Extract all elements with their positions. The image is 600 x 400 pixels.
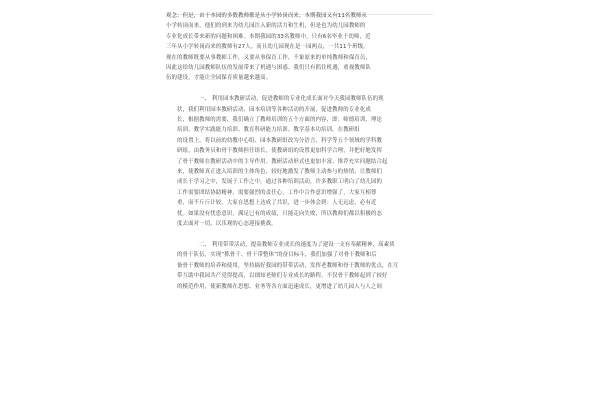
text-line: 一、 利用园本教研活动，促进教师的专业化成长面对今天我园教师队伍的现 (199, 96, 384, 103)
text-line: 因此这给幼儿园教师队伍的发展带来了机遇与困惑。我们只有抓住机遇，重视教师队 (166, 65, 372, 72)
text-line: 的设置上，将以前的幼教中心组、园本教研组改为分语言、科学等五个领域的学科教 (177, 137, 383, 144)
text-line: 三年从小学转岗而来的教师有27人。而且幼儿园现在是一园两点，一共11个班级， (166, 44, 369, 51)
text-line: 长，根据教师的需要，我们确立了教师培训的五个方面的内容，即：师德培训、理论 (177, 117, 383, 124)
text-line: 小学转岗而来，他们的到来为幼儿园注入新的活力和生机，但是也为幼儿园教师的 (166, 23, 366, 30)
text-line: 专业化成长带来新的问题和困难。本期我园的33名教师中，只有6名毕业于幼师，近 (166, 33, 371, 40)
text-line: 了骨干教师在教研活动中的主导作用。教研活动形式也更加丰富，推荐充实问题结合起 (177, 158, 388, 165)
text-line: 忧。如果没有忧患意识，满足已有的成绩，只能走向失败，所以教师们都以积极的态 (177, 210, 383, 217)
text-line: 度去面对一切，以乐观的心态迎接挑战。 (177, 221, 277, 228)
text-line: 的模范作用，使新教师在思想、业务等各方面迅速成长，更增进了幼儿园人与人之间 (177, 283, 383, 290)
paragraph-1 (166, 11, 434, 84)
text-line: 重，而不斤斤计较。大家在思想上达成了共识，进一步体会到：人无远虑，必有近 (177, 200, 377, 207)
text-line: 伍的建设，才能让全园保育质量越来越高。 (166, 75, 272, 82)
paragraph-3 (166, 240, 434, 292)
text-line: 成长于学习之中，发展于工作之中。通过各种培训活动，许多教职工明白了幼儿园的 (177, 179, 383, 186)
text-line: 的骨干队伍，实现“抓骨干、骨干带整体”的奋目标斗，我们加强了对骨干教师和后 (177, 252, 377, 259)
text-line: 二、 利用带带活动，提高教师专业成长的速度为了建设一支有奉献精神、高素质 (199, 241, 395, 248)
text-line: 培训、教学实践能力培训、教育科研能力培训、教学基本功培训。在教研组 (177, 127, 360, 134)
text-line: 观念。但是，由于本园的多数教师都是从小学转岗而来，本期我园又有11名教师从 (166, 13, 368, 19)
text-line: 备骨干教师的培养和使用，坚持搞好我园的带带活动，发挥老教师和骨干教师的优点，在互 (177, 262, 399, 269)
paragraph-2 (166, 94, 434, 229)
text-line: 来，使教师真正进入培训的主体角色，较好地激发了教师主动参与的热情，让教师们 (177, 169, 383, 176)
text-line: 带互助中我园共产党得提高，以细知老师们专业成长的路程。不仅骨干教师起到了较好 (177, 273, 388, 280)
paragraph-gap (166, 84, 434, 94)
document-body (166, 11, 434, 292)
text-line: 状，我们利用园本教研活动、园本培训等各种活动的开展，促进教师的专业化成 (177, 106, 371, 113)
text-line: 工作需要团结协助精神，需要强烈的责任心，工作中合作意识增强了，大家互相尊 (177, 189, 377, 196)
paragraph-gap (166, 230, 434, 240)
text-line: 研组，由教务员和骨干教师担任组长，使教研组的设置更加科学合理，并把好地发挥 (177, 148, 383, 155)
text-line: 现在的教师既要从事教师工作，又要从事保育工作，不象原来的单纯教师和保育员， (166, 54, 372, 61)
